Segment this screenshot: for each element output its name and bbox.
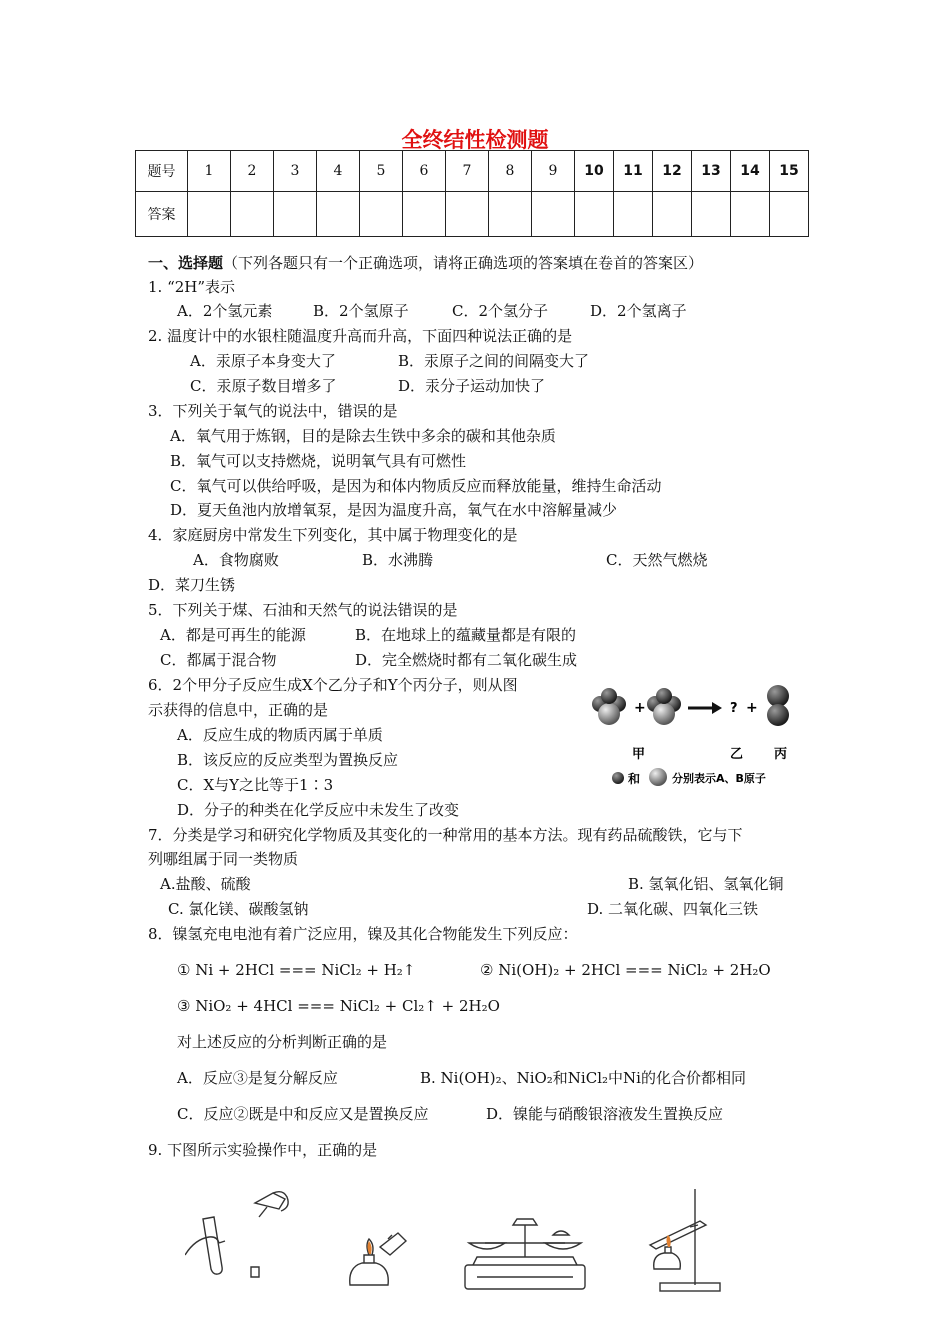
option-c: C．汞原子数目增多了 bbox=[190, 377, 337, 395]
section-heading: 一、选择题 bbox=[148, 254, 224, 272]
option-c: C．都属于混合物 bbox=[160, 651, 277, 669]
question-stem-continued: 示获得的信息中，正确的是 bbox=[148, 701, 329, 719]
answer-table-header-row bbox=[136, 151, 809, 192]
option-a: A．氧气用于炼钢，目的是除去生铁中多余的碳和其他杂质 bbox=[170, 427, 556, 445]
question-number-label: 题号 bbox=[136, 151, 188, 192]
label-yi: 乙 bbox=[730, 747, 744, 762]
reaction-arrow-icon bbox=[688, 702, 722, 714]
alcohol-lamp-lighting-icon bbox=[340, 1225, 410, 1290]
question-number-cell: 1 bbox=[188, 151, 231, 192]
option-d: D．2个氢离子 bbox=[590, 302, 687, 320]
option-c: C．天然气燃烧 bbox=[606, 551, 708, 569]
answer-cell[interactable] bbox=[231, 192, 274, 237]
option-a: A．都是可再生的能源 bbox=[160, 626, 306, 644]
question-stem: 9. 下图所示实验操作中，正确的是 bbox=[148, 1141, 378, 1159]
option-a: A．汞原子本身变大了 bbox=[190, 352, 336, 370]
question-stem-continued: 列哪组属于同一类物质 bbox=[148, 850, 299, 868]
question-stem: 1. “2H”表示 bbox=[148, 278, 236, 296]
molecule-bing bbox=[767, 685, 789, 726]
question-number-cell: 11 bbox=[614, 151, 653, 192]
question-number-cell: 4 bbox=[317, 151, 360, 192]
option-b: B．在地球上的蕴藏量都是有限的 bbox=[355, 626, 577, 644]
answer-cell[interactable] bbox=[188, 192, 231, 237]
option-d: D．夏天鱼池内放增氧泵，是因为温度升高，氧气在水中溶解量减少 bbox=[170, 501, 618, 519]
molecule-jia-1 bbox=[592, 688, 626, 725]
option-a: A．2个氢元素 bbox=[177, 302, 273, 320]
label-bing: 丙 bbox=[774, 747, 788, 762]
question-number-cell: 9 bbox=[532, 151, 575, 192]
option-b: B．2个氢原子 bbox=[313, 302, 409, 320]
question-stem: 5．下列关于煤、石油和天然气的说法错误的是 bbox=[148, 601, 458, 619]
question-stem: 3．下列关于氧气的说法中，错误的是 bbox=[148, 402, 398, 420]
question-number-cell: 14 bbox=[731, 151, 770, 192]
question-stem: 4．家庭厨房中常发生下列变化，其中属于物理变化的是 bbox=[148, 526, 518, 544]
atom-a-icon bbox=[612, 772, 624, 784]
question-number-cell: 10 bbox=[575, 151, 614, 192]
question-prompt: 对上述反应的分析判断正确的是 bbox=[177, 1033, 388, 1051]
reaction-equation-3: ③ NiO₂ + 4HCl === NiCl₂ + Cl₂↑ + 2H₂O bbox=[177, 997, 500, 1015]
option-b: B. 氢氧化铝、氢氧化铜 bbox=[628, 875, 784, 893]
option-a: A.盐酸、硫酸 bbox=[160, 875, 251, 893]
option-d: D．完全燃烧时都有二氧化碳生成 bbox=[355, 651, 578, 669]
option-b: B．汞原子之间的间隔变大了 bbox=[398, 352, 590, 370]
option-d: D．分子的种类在化学反应中未发生了改变 bbox=[177, 801, 460, 819]
answer-table bbox=[135, 150, 809, 237]
answer-cell[interactable] bbox=[692, 192, 731, 237]
reaction-equation-2: ② Ni(OH)₂ + 2HCl === NiCl₂ + 2H₂O bbox=[480, 961, 771, 979]
plus-sign: + bbox=[634, 700, 646, 716]
reaction-diagram bbox=[588, 682, 814, 790]
question-number-cell: 3 bbox=[274, 151, 317, 192]
option-a: A．反应生成的物质丙属于单质 bbox=[177, 726, 383, 744]
answer-cell[interactable] bbox=[614, 192, 653, 237]
question-stem: 7．分类是学习和研究化学物质及其变化的一种常用的基本方法。现有药品硫酸铁，它与下 bbox=[148, 826, 743, 844]
legend-and: 和 bbox=[628, 772, 641, 786]
question-number-cell: 6 bbox=[403, 151, 446, 192]
option-d: D. 二氧化碳、四氧化三铁 bbox=[587, 900, 759, 918]
question-number-cell: 7 bbox=[446, 151, 489, 192]
label-jia: 甲 bbox=[632, 747, 646, 762]
answer-cell[interactable] bbox=[403, 192, 446, 237]
answer-cell[interactable] bbox=[489, 192, 532, 237]
answer-cell[interactable] bbox=[770, 192, 809, 237]
answer-cell[interactable] bbox=[575, 192, 614, 237]
answer-cell[interactable] bbox=[532, 192, 575, 237]
molecule-jia-2 bbox=[647, 688, 681, 725]
reaction-equation-1: ① Ni + 2HCl === NiCl₂ + H₂↑ bbox=[177, 961, 416, 979]
atom-b-icon bbox=[649, 768, 667, 786]
answer-cell[interactable] bbox=[653, 192, 692, 237]
option-a: A．食物腐败 bbox=[193, 551, 279, 569]
heating-test-tube-stand-icon bbox=[640, 1185, 730, 1295]
option-c: C．2个氢分子 bbox=[452, 302, 549, 320]
option-b: B．水沸腾 bbox=[362, 551, 434, 569]
question-number-cell: 13 bbox=[692, 151, 731, 192]
question-stem: 6．2个甲分子反应生成X个乙分子和Y个丙分子，则从图 bbox=[148, 676, 518, 694]
section-instruction: （下列各题只有一个正确选项，请将正确选项的答案填在卷首的答案区） bbox=[223, 254, 704, 272]
legend-text: 分别表示A、B原子 bbox=[672, 772, 766, 785]
option-d: D．菜刀生锈 bbox=[148, 576, 236, 594]
option-b: B．该反应的反应类型为置换反应 bbox=[177, 751, 399, 769]
answer-cell[interactable] bbox=[360, 192, 403, 237]
answer-cell[interactable] bbox=[317, 192, 360, 237]
answer-cell[interactable] bbox=[446, 192, 489, 237]
question-stem: 2. 温度计中的水银柱随温度升高而升高，下面四种说法正确的是 bbox=[148, 327, 573, 345]
option-c: C．X与Y之比等于1∶3 bbox=[177, 776, 334, 794]
option-c: C．氧气可以供给呼吸，是因为和体内物质反应而释放能量，维持生命活动 bbox=[170, 477, 662, 495]
pouring-liquid-test-tube-icon bbox=[185, 1185, 305, 1280]
question-stem: 8．镍氢充电电池有着广泛应用，镍及其化合物能发生下列反应： bbox=[148, 925, 578, 943]
option-c: C. 氯化镁、碳酸氢钠 bbox=[168, 900, 309, 918]
option-c: C．反应②既是中和反应又是置换反应 bbox=[177, 1105, 429, 1123]
question-number-cell: 12 bbox=[653, 151, 692, 192]
question-number-cell: 5 bbox=[360, 151, 403, 192]
answer-label: 答案 bbox=[136, 192, 188, 237]
question-mark: ? bbox=[730, 701, 738, 716]
option-d: D．汞分子运动加快了 bbox=[398, 377, 546, 395]
answer-cell[interactable] bbox=[274, 192, 317, 237]
page-title: 全终结性检测题 bbox=[401, 128, 549, 152]
answer-cell[interactable] bbox=[731, 192, 770, 237]
question-number-cell: 2 bbox=[231, 151, 274, 192]
section-header bbox=[148, 253, 703, 273]
answer-table-answer-row bbox=[136, 192, 809, 237]
plus-sign: + bbox=[746, 700, 758, 716]
option-d: D．镍能与硝酸银溶液发生置换反应 bbox=[486, 1105, 724, 1123]
balance-scale-icon bbox=[455, 1215, 595, 1295]
question-number-cell: 8 bbox=[489, 151, 532, 192]
question-number-cell: 15 bbox=[770, 151, 809, 192]
option-b: B. Ni(OH)₂、NiO₂和NiCl₂中Ni的化合价都相同 bbox=[420, 1069, 746, 1087]
option-b: B．氧气可以支持燃烧，说明氧气具有可燃性 bbox=[170, 452, 467, 470]
option-a: A．反应③是复分解反应 bbox=[177, 1069, 338, 1087]
